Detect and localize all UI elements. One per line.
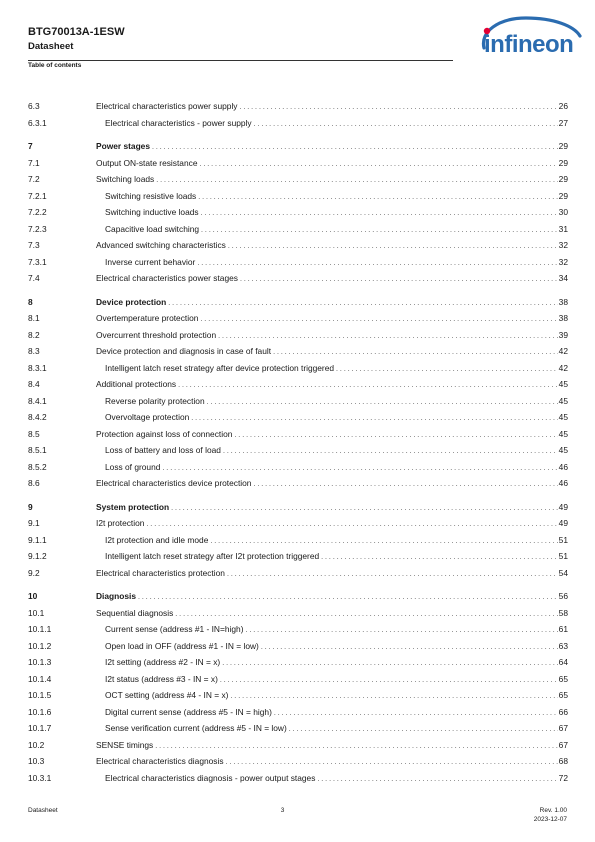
document-title: BTG70013A-1ESW: [28, 26, 125, 38]
toc-entry[interactable]: [28, 204, 568, 221]
toc-entry-number: 8.4.1: [28, 395, 47, 406]
toc-entry-title: Overcurrent threshold protection: [96, 329, 217, 340]
toc-entry-title: Diagnosis: [96, 591, 137, 601]
toc-entry-number: 8.1: [28, 313, 40, 323]
toc-entry-page: 66: [558, 706, 568, 717]
toc-entry-number: 8.5.2: [28, 461, 47, 472]
toc-entry[interactable]: [28, 770, 568, 787]
toc-entry-title: Additional protections: [96, 379, 177, 389]
toc-entry-title: I2t protection and idle mode: [105, 534, 209, 545]
toc-entry-number: 7.3.1: [28, 256, 47, 267]
toc-dot-leader: [317, 772, 557, 789]
toc-entry-page: 29: [558, 190, 568, 201]
toc-entry[interactable]: [28, 565, 568, 582]
toc-entry-title: SENSE timings: [96, 739, 154, 750]
toc-entry-number: 8.4.2: [28, 412, 47, 422]
toc-dot-leader: [240, 272, 558, 289]
toc-entry[interactable]: [28, 237, 568, 254]
toc-entry-page: 51: [558, 534, 568, 545]
toc-entry-title: Electrical characteristics protection: [96, 567, 225, 578]
toc-entry-number: 7.4: [28, 273, 40, 283]
header-divider: [28, 60, 453, 61]
toc-entry-page: 42: [558, 346, 568, 356]
toc-entry-title: Switching inductive loads: [105, 207, 199, 217]
toc-entry-page: 45: [558, 395, 568, 406]
toc-entry-title: I2t protection: [96, 518, 145, 528]
toc-entry-title: Reverse polarity protection: [105, 395, 205, 406]
toc-entry-title: Sense verification current (address #5 - IN = low): [105, 723, 287, 733]
toc-dot-leader: [227, 567, 558, 584]
toc-entry[interactable]: [28, 426, 568, 443]
footer-revision-block: [534, 806, 567, 824]
toc-entry-title: Electrical characteristics power stages: [96, 273, 238, 283]
toc-entry-number: 8.3: [28, 346, 40, 356]
toc-entry-page: 29: [558, 141, 568, 151]
toc-entry[interactable]: [28, 327, 568, 344]
toc-entry-page: 49: [558, 501, 568, 512]
toc-entry-title: Open load in OFF (address #1 - IN = low): [105, 640, 259, 651]
toc-entry-page: 64: [558, 657, 568, 667]
toc-entry[interactable]: [28, 310, 568, 327]
toc-entry[interactable]: [28, 138, 568, 155]
toc-entry-page: 30: [558, 207, 568, 217]
toc-entry-number: 10: [28, 591, 38, 601]
toc-entry-page: 63: [558, 640, 568, 651]
toc-entry[interactable]: [28, 409, 568, 426]
toc-entry-title: Capacitive load switching: [105, 223, 200, 234]
toc-entry[interactable]: [28, 499, 568, 516]
toc-entry-title: Overvoltage protection: [105, 412, 190, 422]
page-header: [28, 25, 125, 53]
toc-entry[interactable]: [28, 753, 568, 770]
toc-entry[interactable]: [28, 155, 568, 172]
toc-entry[interactable]: [28, 270, 568, 287]
toc-entry-title: Switching loads: [96, 174, 155, 184]
toc-entry-page: 67: [558, 739, 568, 750]
toc-entry-page: 26: [558, 101, 568, 111]
toc-entry[interactable]: [28, 343, 568, 360]
infineon-logo: [474, 10, 586, 62]
toc-entry-title: Loss of battery and loss of load: [105, 445, 221, 455]
toc-entry-title: Device protection and diagnosis in case of fault: [96, 346, 272, 356]
footer-document-type: Datasheet: [28, 807, 58, 814]
toc-entry[interactable]: [28, 548, 568, 565]
toc-entry[interactable]: [28, 737, 568, 754]
toc-entry-title: I2t status (address #3 - IN = x): [105, 673, 218, 684]
toc-entry[interactable]: [28, 254, 568, 271]
toc-entry-number: 9.1.2: [28, 551, 47, 561]
toc-entry-number: 8: [28, 296, 33, 307]
toc-entry-page: 45: [558, 412, 568, 422]
toc-entry-number: 10.1.3: [28, 657, 52, 667]
toc-entry-number: 7.2.3: [28, 223, 47, 234]
toc-entry[interactable]: [28, 115, 568, 132]
toc-entry-title: Electrical characteristics power supply: [96, 101, 238, 111]
toc-entry-page: 32: [558, 240, 568, 250]
section-label: Table of contents: [28, 62, 82, 69]
toc-entry-page: 46: [558, 461, 568, 472]
toc-entry-number: 8.5: [28, 428, 40, 439]
toc-entry-number: 9: [28, 501, 33, 512]
toc-entry-number: 7: [28, 141, 33, 151]
toc-entry[interactable]: [28, 475, 568, 492]
toc-entry-number: 10.1.2: [28, 640, 52, 651]
toc-entry-title: OCT setting (address #4 - IN = x): [105, 690, 229, 700]
toc-entry-page: 51: [558, 551, 568, 561]
toc-entry[interactable]: [28, 393, 568, 410]
toc-entry[interactable]: [28, 704, 568, 721]
toc-entry-number: 9.1: [28, 518, 40, 528]
toc-entry-title: Switching resistive loads: [105, 190, 197, 201]
toc-entry[interactable]: [28, 188, 568, 205]
table-of-contents: [28, 98, 568, 786]
toc-entry-page: 38: [558, 313, 568, 323]
toc-entry[interactable]: [28, 671, 568, 688]
toc-entry-title: Output ON-state resistance: [96, 157, 198, 168]
toc-entry-number: 7.2.2: [28, 207, 47, 217]
toc-entry[interactable]: [28, 687, 568, 704]
toc-entry-number: 10.3: [28, 756, 45, 766]
toc-entry-page: 34: [558, 273, 568, 283]
toc-entry-number: 9.2: [28, 567, 40, 578]
toc-entry[interactable]: [28, 638, 568, 655]
document-subtitle: Datasheet: [28, 41, 74, 52]
toc-entry[interactable]: [28, 720, 568, 737]
toc-entry-title: Intelligent latch reset strategy after I2t protection triggered: [105, 551, 320, 561]
toc-entry[interactable]: [28, 588, 568, 605]
toc-entry[interactable]: [28, 98, 568, 115]
toc-entry-title: Electrical characteristics diagnosis: [96, 756, 224, 766]
toc-entry[interactable]: [28, 442, 568, 459]
footer-date: 2023-12-07: [533, 816, 567, 823]
toc-dot-leader: [254, 117, 558, 134]
toc-entry-page: 27: [558, 117, 568, 128]
toc-entry-title: Electrical characteristics device protection: [96, 478, 252, 488]
toc-entry-number: 6.3: [28, 101, 40, 111]
toc-entry-page: 29: [558, 157, 568, 168]
toc-entry-title: Device protection: [96, 296, 167, 307]
toc-entry-title: Inverse current behavior: [105, 256, 196, 267]
toc-entry[interactable]: [28, 654, 568, 671]
toc-entry-title: Current sense (address #1 - IN=high): [105, 624, 244, 634]
toc-entry-page: 65: [558, 673, 568, 684]
toc-entry-page: 49: [558, 518, 568, 528]
toc-entry[interactable]: [28, 171, 568, 188]
logo-wordmark: infineon: [484, 31, 574, 58]
toc-entry[interactable]: [28, 294, 568, 311]
toc-entry-page: 38: [558, 296, 568, 307]
toc-entry-title: Power stages: [96, 141, 150, 151]
toc-entry-title: I2t setting (address #2 - IN = x): [105, 657, 221, 667]
toc-entry-number: 7.1: [28, 157, 40, 168]
toc-entry-number: 7.2: [28, 174, 40, 184]
footer-revision: Rev. 1.00: [539, 807, 567, 814]
toc-entry-number: 8.6: [28, 478, 40, 488]
toc-entry-number: 10.1.6: [28, 706, 52, 717]
toc-entry-title: System protection: [96, 501, 170, 512]
toc-entry-page: 32: [558, 256, 568, 267]
toc-entry-page: 54: [558, 567, 568, 578]
toc-entry[interactable]: [28, 621, 568, 638]
toc-entry[interactable]: [28, 360, 568, 377]
toc-entry[interactable]: [28, 221, 568, 238]
toc-entry-number: 9.1.1: [28, 534, 47, 545]
toc-entry-number: 7.3: [28, 240, 40, 250]
toc-entry-title: Sequential diagnosis: [96, 607, 174, 618]
toc-entry[interactable]: [28, 515, 568, 532]
toc-entry-number: 8.4: [28, 379, 40, 389]
toc-entry-page: 67: [558, 723, 568, 733]
toc-entry-title: Overtemperature protection: [96, 313, 199, 323]
toc-entry-page: 72: [558, 772, 568, 783]
toc-entry-number: 10.1.5: [28, 690, 52, 700]
toc-entry[interactable]: [28, 532, 568, 549]
toc-entry-title: Loss of ground: [105, 461, 161, 472]
toc-entry-page: 31: [558, 223, 568, 234]
toc-entry-number: 8.2: [28, 329, 40, 340]
toc-entry-title: Electrical characteristics diagnosis - power output stages: [105, 772, 316, 783]
toc-entry-page: 61: [558, 624, 568, 634]
toc-dot-leader: [253, 477, 557, 494]
toc-entry-page: 65: [558, 690, 568, 700]
toc-entry-title: Protection against loss of connection: [96, 428, 233, 439]
toc-entry-title: Digital current sense (address #5 - IN = high): [105, 706, 272, 717]
toc-entry-page: 58: [558, 607, 568, 618]
toc-entry-page: 45: [558, 445, 568, 455]
toc-entry-number: 10.1.4: [28, 673, 52, 684]
toc-entry-title: Advanced switching characteristics: [96, 240, 226, 250]
toc-entry[interactable]: [28, 376, 568, 393]
toc-entry[interactable]: [28, 459, 568, 476]
toc-entry-page: 39: [558, 329, 568, 340]
toc-entry-number: 10.1.1: [28, 624, 52, 634]
toc-entry-page: 68: [558, 756, 568, 766]
toc-entry-page: 42: [558, 362, 568, 373]
toc-entry-number: 10.2: [28, 739, 45, 750]
toc-entry-page: 56: [558, 591, 568, 601]
toc-entry-title: Intelligent latch reset strategy after device protection triggered: [105, 362, 335, 373]
toc-entry-number: 6.3.1: [28, 117, 47, 128]
toc-entry-number: 7.2.1: [28, 190, 47, 201]
toc-entry-title: Electrical characteristics - power supply: [105, 117, 252, 128]
toc-entry-number: 10.3.1: [28, 772, 52, 783]
toc-entry-page: 46: [558, 478, 568, 488]
toc-entry[interactable]: [28, 605, 568, 622]
toc-entry-page: 29: [558, 174, 568, 184]
toc-entry-page: 45: [558, 379, 568, 389]
toc-entry-page: 45: [558, 428, 568, 439]
footer-page-number: 3: [280, 807, 285, 814]
toc-entry-number: 8.5.1: [28, 445, 47, 455]
toc-entry-number: 8.3.1: [28, 362, 47, 373]
toc-entry-number: 10.1: [28, 607, 45, 618]
toc-entry-number: 10.1.7: [28, 723, 52, 733]
